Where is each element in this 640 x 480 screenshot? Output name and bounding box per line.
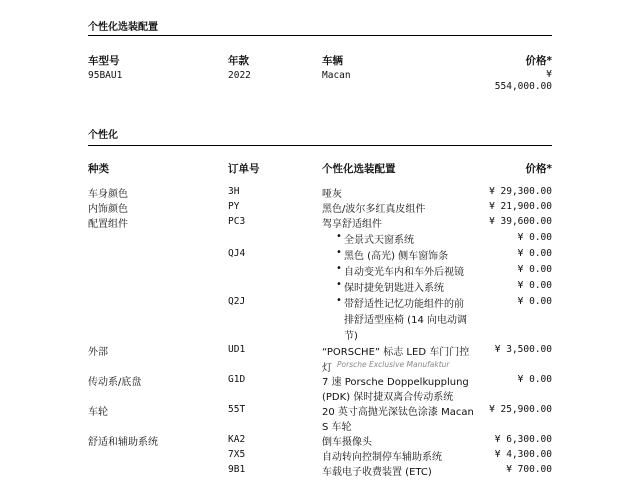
- header-model: 车型号: [88, 55, 120, 67]
- header-price: 价格*: [525, 55, 552, 67]
- row-code: QJ4: [228, 248, 246, 259]
- row-description: 哑灰: [322, 189, 342, 200]
- row-price: ¥ 6,300.00: [494, 434, 552, 445]
- sub-item: 节): [344, 331, 358, 342]
- row-category: 车身颜色: [88, 189, 128, 200]
- row-code: 55T: [228, 404, 246, 415]
- row-description: 驾享舒适组件: [322, 219, 382, 230]
- divider: [88, 35, 552, 36]
- sub-item: 自动变光车内和车外后视镜: [344, 267, 464, 278]
- row-price: ¥ 21,900.00: [489, 201, 552, 212]
- row-description: “PORSCHE” 标志 LED 车门门控: [322, 347, 470, 358]
- row-category: 配置组件: [88, 219, 128, 230]
- row-description: 灯: [322, 363, 332, 374]
- row-code: PC3: [228, 216, 246, 227]
- row-price: ¥ 39,600.00: [489, 216, 552, 227]
- sub-item: 排舒适型座椅 (14 向电动调: [344, 315, 467, 326]
- row-description: 20 英寸高抛光深钛色涂漆 Macan: [322, 407, 474, 418]
- bullet-icon: •: [336, 247, 342, 258]
- row-description: 自动转向控制停车辅助系统: [322, 452, 442, 463]
- row-description: 车载电子收费装置 (ETC): [322, 467, 432, 478]
- row-code: Q2J: [228, 296, 246, 307]
- bullet-icon: •: [336, 231, 342, 242]
- model-year: 2022: [228, 70, 251, 81]
- row-price: ¥ 25,900.00: [489, 404, 552, 415]
- row-category: 外部: [88, 347, 108, 358]
- header-vehicle: 车辆: [322, 55, 343, 67]
- header-order-code: 订单号: [228, 163, 260, 175]
- row-category: 舒适和辅助系统: [88, 437, 158, 448]
- header-option: 个性化选装配置: [322, 163, 396, 175]
- sub-item: 全景式天窗系统: [344, 235, 414, 246]
- bullet-icon: •: [336, 263, 342, 274]
- sub-item: 黑色 (高光) 侧车窗饰条: [344, 251, 449, 262]
- bullet-icon: •: [336, 295, 342, 306]
- row-price: ¥ 0.00: [517, 232, 552, 243]
- row-code: 7X5: [228, 449, 246, 460]
- vehicle-name: Macan: [322, 70, 351, 81]
- row-price: ¥ 700.00: [506, 464, 552, 475]
- row-price: ¥ 0.00: [517, 374, 552, 385]
- row-code: PY: [228, 201, 240, 212]
- row-price: ¥ 0.00: [517, 248, 552, 259]
- row-description: (PDK) 保时捷双离合传动系统: [322, 392, 454, 403]
- row-price: ¥ 0.00: [517, 280, 552, 291]
- row-description: S 车轮: [322, 422, 352, 433]
- header-year: 年款: [228, 55, 249, 67]
- row-description: 7 速 Porsche Doppelkupplung: [322, 377, 469, 388]
- divider: [88, 145, 552, 146]
- row-description: 黑色/波尔多红真皮组件: [322, 204, 426, 215]
- sub-item: 保时捷免钥匙进入系统: [344, 283, 444, 294]
- row-code: 3H: [228, 186, 240, 197]
- sub-item: 带舒适性记忆功能组件的前: [344, 299, 464, 310]
- row-price: ¥ 0.00: [517, 264, 552, 275]
- row-price: ¥ 0.00: [517, 296, 552, 307]
- base-price: 554,000.00: [494, 81, 552, 92]
- model-code: 95BAU1: [88, 70, 123, 81]
- row-category: 传动系/底盘: [88, 377, 142, 388]
- exclusive-note: Porsche Exclusive Manufaktur: [337, 360, 450, 369]
- header-price: 价格*: [525, 163, 552, 175]
- row-price: ¥ 3,500.00: [494, 344, 552, 355]
- row-code: 9B1: [228, 464, 246, 475]
- row-code: KA2: [228, 434, 246, 445]
- row-description: 倒车摄像头: [322, 437, 372, 448]
- currency-symbol: ¥: [546, 69, 552, 80]
- row-code: G1D: [228, 374, 246, 385]
- header-category: 种类: [88, 163, 109, 175]
- row-category: 车轮: [88, 407, 108, 418]
- row-price: ¥ 29,300.00: [489, 186, 552, 197]
- row-code: UD1: [228, 344, 246, 355]
- row-category: 内饰颜色: [88, 204, 128, 215]
- section-title-personalization: 个性化: [88, 130, 118, 141]
- section-title-options: 个性化选装配置: [88, 22, 158, 33]
- row-price: ¥ 4,300.00: [494, 449, 552, 460]
- bullet-icon: •: [336, 279, 342, 290]
